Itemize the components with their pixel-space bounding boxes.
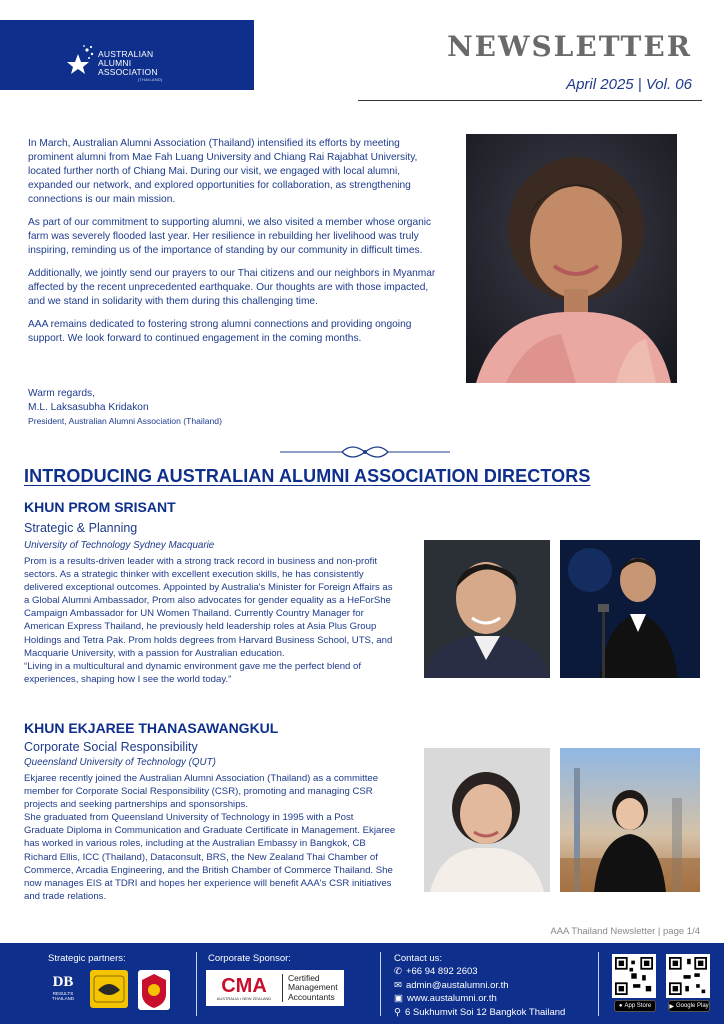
director-bio-text: Ekjaree recently joined the Australian Alumni Association (Thailand) as a committee member for Corporate Social Responsibility (CSR), promoting and managing CSR projects and seeking partnerships and sponsorships. — [24, 773, 379, 811]
partner-logo-db-text: DB — [52, 974, 74, 990]
header-divider — [358, 100, 702, 101]
partner-logo-advance[interactable] — [90, 970, 128, 1008]
apple-icon: ● — [618, 1003, 623, 1009]
app-store-qr-icon[interactable] — [612, 954, 656, 998]
logo-subline: (THAILAND) — [138, 77, 163, 82]
phone-text: +66 94 892 2603 — [405, 966, 478, 977]
footer-divider — [196, 952, 197, 1016]
sponsor-logo-cma[interactable] — [206, 970, 344, 1006]
play-icon: ▶ — [669, 1003, 674, 1010]
ornament-divider-icon — [280, 442, 450, 462]
director-photo — [424, 748, 550, 892]
footer-divider — [380, 952, 381, 1016]
contact-website[interactable] — [394, 992, 565, 1006]
logo-line-1: AUSTRALIAN — [98, 49, 154, 59]
google-play-badge[interactable] — [668, 1000, 710, 1012]
issue-label: April 2025 | Vol. 06 — [566, 76, 692, 93]
director-bio — [24, 772, 396, 903]
director-university: Queensland University of Technology (QUT) — [24, 757, 216, 768]
address-text: 6 Sukhumvit Soi 12 Bangkok Thailand — [404, 1006, 566, 1018]
director-name: KHUN EKJAREE THANASAWANGKUL — [24, 720, 279, 736]
contact-list — [394, 965, 565, 1019]
partner-logo-db-sub: RESULTS THAILAND — [51, 991, 75, 1001]
partner-logo-seal[interactable] — [138, 970, 170, 1010]
contact-address — [394, 1006, 565, 1020]
laptop-icon: ▣ — [394, 993, 403, 1004]
logo-line-2: ALUMNI — [98, 58, 132, 68]
sponsor-label: Corporate Sponsor: — [208, 953, 291, 964]
signatory-role: President, Australian Alumni Association (Thailand) — [28, 416, 222, 426]
signature-block — [28, 387, 448, 428]
president-letter — [28, 137, 444, 355]
director-photo — [560, 540, 700, 678]
partners-label: Strategic partners: — [48, 953, 126, 964]
letter-paragraph: As part of our commitment to supporting alumni, we also visited a member whose organic farm was severely flooded last year. Her resilience in rebuilding her livelihood was truly inspiring, reminding us of the importance of standing by our community in difficult times. — [28, 217, 432, 256]
sponsor-sub: AUSTRALIA • NEW ZEALAND — [216, 995, 272, 1001]
partner-logo-db[interactable] — [44, 972, 82, 1010]
phone-icon: ✆ — [394, 966, 402, 977]
director-university: University of Technology Sydney Macquarie — [24, 540, 215, 551]
sponsor-desc-line: Certified — [288, 972, 320, 983]
director-bio — [24, 555, 396, 686]
google-play-qr-icon[interactable] — [666, 954, 710, 998]
director-quote: “Living in a multicultural and dynamic environment gave me the perfect blend of experiences, shaping how I see the world today.” — [24, 660, 362, 685]
signatory-name: M.L. Laksasubha Kridakon — [28, 402, 149, 413]
director-bio-text: Prom is a results-driven leader with a strong track record in business and non-profit sectors. As a strategic thinker with excellent execution skills, he has consistently delivered exceptional outcomes. Appointed by Australia's Minister for Foreign Affairs as a Global Alumni Ambassador, Prom also advocates for gender equality as a HeForShe Campaign Ambassador for UN Women Thailand. Currently Country Manager for American Express Thailand, he previously held leadership roles at Asia Plus Group Holdings and Tetra Pak. Prom holds degrees from Harvard Business School, UTS, and Macquarie University, with a passion for Australian education. — [24, 556, 393, 659]
letter-paragraph: AAA remains dedicated to fostering strong alumni connections and providing ongoing support. We look forward to continued engagement in the coming months. — [28, 319, 412, 344]
contact-email[interactable] — [394, 979, 565, 993]
google-play-text: Google Play — [675, 1003, 709, 1009]
app-store-text: App Store — [624, 1003, 652, 1009]
letter-paragraph: Additionally, we jointly send our prayers to our Thai citizens and our neighbors in Myanmar affected by the recent unprecedented earthquake. Our thoughts are with those impacted, and we stand in solidarity with them during this challenging time. — [28, 268, 436, 307]
directors-section-title: INTRODUCING AUSTRALIAN ALUMNI ASSOCIATION DIRECTORS — [24, 466, 591, 486]
director-role: Strategic & Planning — [24, 521, 138, 535]
logo-star-icon — [66, 44, 94, 76]
logo-line-3: ASSOCIATION — [98, 67, 158, 77]
director-bio-text: She graduated from Queensland University of Technology in 1995 with a Post Graduate Diploma in Communication and Graduate Certificate in Management. Ekjaree has worked in various roles, including at the Australian Embassy in Bangkok, CB Richard Ellis, ICC (Thailand), Dataconsult, BRS, the New Zealand Thai Chamber of Commerce, Arcadia Engineering, and the British Chamber of Commerce Thailand. She now manages EIS at TDRI and hopes her experience will benefit AAA's CSR initiatives and trade relations. — [24, 812, 396, 902]
email-text: admin@austalumni.or.th — [405, 979, 509, 991]
logo-wordmark — [98, 50, 162, 83]
contact-phone[interactable] — [394, 965, 565, 979]
director-photo — [560, 748, 700, 892]
closing: Warm regards, — [28, 388, 95, 399]
footer-divider — [598, 952, 599, 1016]
location-pin-icon: ⚲ — [394, 1006, 401, 1018]
director-photo — [424, 540, 550, 678]
sponsor-desc-line: Management — [288, 982, 338, 993]
director-role: Corporate Social Responsibility — [24, 740, 198, 754]
sponsor-mark — [206, 976, 282, 1001]
page-label: AAA Thailand Newsletter | page 1/4 — [550, 926, 700, 937]
director-name: KHUN PROM SRISANT — [24, 499, 176, 515]
letter-paragraph: In March, Australian Alumni Association (Thailand) intensified its efforts by meeting prominent alumni from Mae Fah Luang University and Chiang Rai Rajabhat University, located further north of Chiang Mai. During our visit, we engaged with local alumni, expanded our network, and explored opportunities for collaboration, as strengthening connections is our main mission. — [28, 138, 418, 205]
president-photo — [466, 134, 677, 383]
sponsor-name: CMA — [221, 974, 267, 997]
website-text: www.austalumni.or.th — [406, 993, 497, 1004]
sponsor-desc — [283, 974, 338, 1003]
newsletter-title: NEWSLETTER — [447, 30, 692, 63]
mail-icon: ✉ — [394, 979, 402, 991]
contact-label: Contact us: — [394, 953, 443, 964]
app-store-badge[interactable] — [614, 1000, 656, 1012]
sponsor-desc-line: Accountants — [288, 991, 335, 1002]
